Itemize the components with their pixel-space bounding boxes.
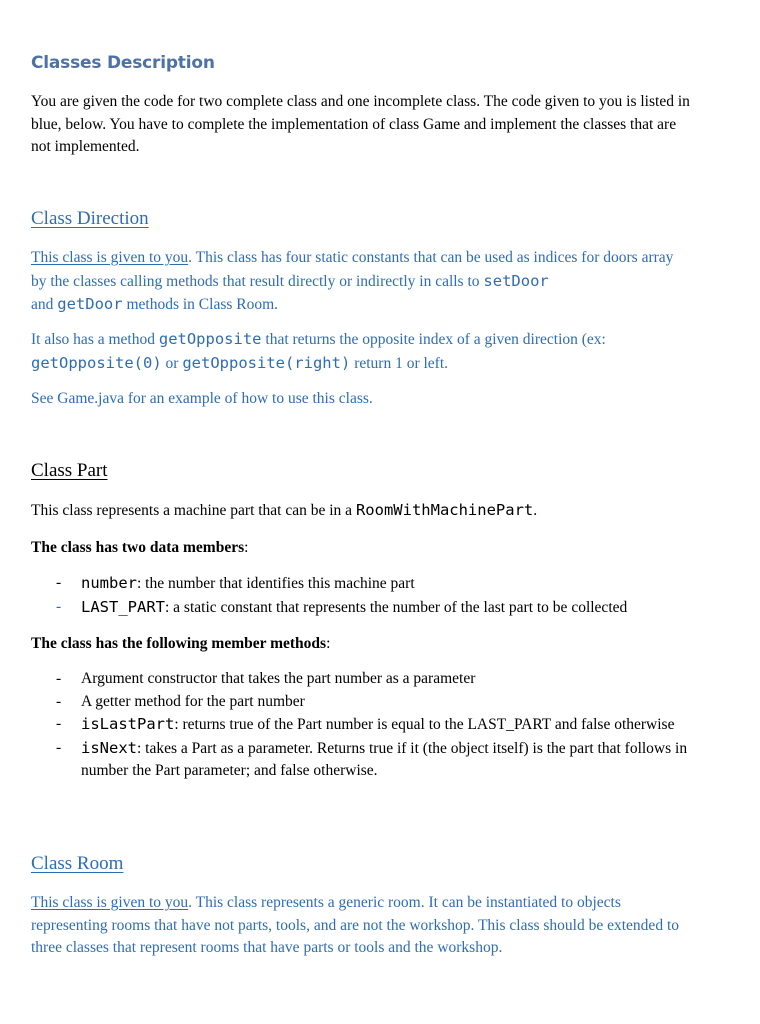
part-intro-end: .: [533, 502, 538, 519]
class-room-paragraph: [31, 892, 691, 960]
direction-p2-mid: that returns the opposite index of a given direction (ex:: [261, 331, 606, 348]
example-2-code: getOpposite(right): [182, 353, 351, 372]
method-text: : returns true of the Part number is equal to the LAST_PART and false otherwise: [174, 716, 675, 733]
room-with-machine-part-code: RoomWithMachinePart: [355, 501, 534, 519]
data-members-colon: :: [244, 539, 249, 556]
direction-p1-end: methods in Class Room.: [122, 296, 279, 313]
given-to-you-text: This class is given to you: [31, 894, 189, 911]
member-text: : a static constant that represents the number of the last part to be collected: [165, 598, 628, 616]
given-to-you-text: This class is given to you: [31, 249, 189, 266]
methods-label: [31, 633, 691, 656]
member-code: LAST_PART: [81, 597, 165, 616]
method-text: A getter method for the part number: [81, 692, 305, 710]
dash-mark: -: [56, 715, 62, 732]
list-item: [31, 668, 691, 691]
and-text: and: [31, 296, 58, 313]
direction-p2-end: return 1 or left.: [350, 354, 449, 372]
get-door-code: getDoor: [57, 295, 123, 313]
or-text: or: [161, 354, 183, 372]
dash-mark: -: [56, 738, 62, 756]
direction-p1-text: . This class has four static constants that can be used as indices for doors array by the classes calling methods that result directly or indirectly in calls to: [31, 249, 674, 290]
class-part-intro: [31, 499, 691, 523]
method-text: : takes a Part as a parameter. Returns true if it (the object itself) is the part that follows in number the Part parameter; and false otherwise.: [81, 739, 688, 779]
example-1-code: getOpposite(0): [31, 353, 162, 372]
part-intro-start: This class represents a machine part that can be in a: [31, 502, 356, 519]
methods-list: [31, 668, 691, 783]
methods-colon: :: [326, 635, 331, 652]
list-item: [31, 713, 691, 737]
class-direction-paragraph-2: [31, 328, 691, 375]
method-code: isNext: [81, 738, 137, 757]
list-item: [31, 737, 691, 783]
get-opposite-code: getOpposite: [158, 330, 262, 348]
data-members-label: [31, 537, 691, 560]
data-members-label-text: The class has two data members: [31, 539, 245, 556]
class-room-heading: Class Room: [31, 853, 124, 874]
member-code: number: [81, 574, 137, 592]
list-item: [31, 596, 691, 620]
methods-label-text: The class has the following member methods: [31, 635, 327, 652]
class-direction-heading: Class Direction: [31, 208, 149, 229]
dash-mark: -: [56, 574, 62, 591]
set-door-code: setDoor: [483, 271, 549, 290]
member-text: : the number that identifies this machine part: [137, 575, 415, 592]
classes-description-text: You are given the code for two complete class and one incomplete class. The code given to you is listed in blue, below. You have to complete the implementation of class Game and implement the classes that are not implemented.: [31, 93, 690, 155]
classes-description-heading: Classes Description: [31, 53, 215, 73]
list-item: [31, 691, 691, 714]
dash-mark: -: [56, 597, 62, 615]
list-item: [31, 572, 691, 596]
class-direction-paragraph-1: [31, 247, 691, 317]
room-rest-text: . This class represents a generic room. It can be instantiated to objects representing rooms that have not parts, tools, and are not the workshop. This class should be extended to three classes that represent rooms that have parts or tools and the workshop.: [31, 894, 679, 956]
data-members-list: [31, 572, 691, 619]
method-text: Argument constructor that takes the part number as a parameter: [81, 670, 476, 687]
dash-mark: -: [56, 670, 62, 687]
direction-p2-start: It also has a method: [31, 331, 159, 348]
class-part-heading: Class Part: [31, 460, 108, 481]
class-direction-paragraph-3: See Game.java for an example of how to use this class.: [31, 390, 373, 407]
dash-mark: -: [56, 692, 62, 710]
method-code: isLastPart: [81, 715, 175, 733]
